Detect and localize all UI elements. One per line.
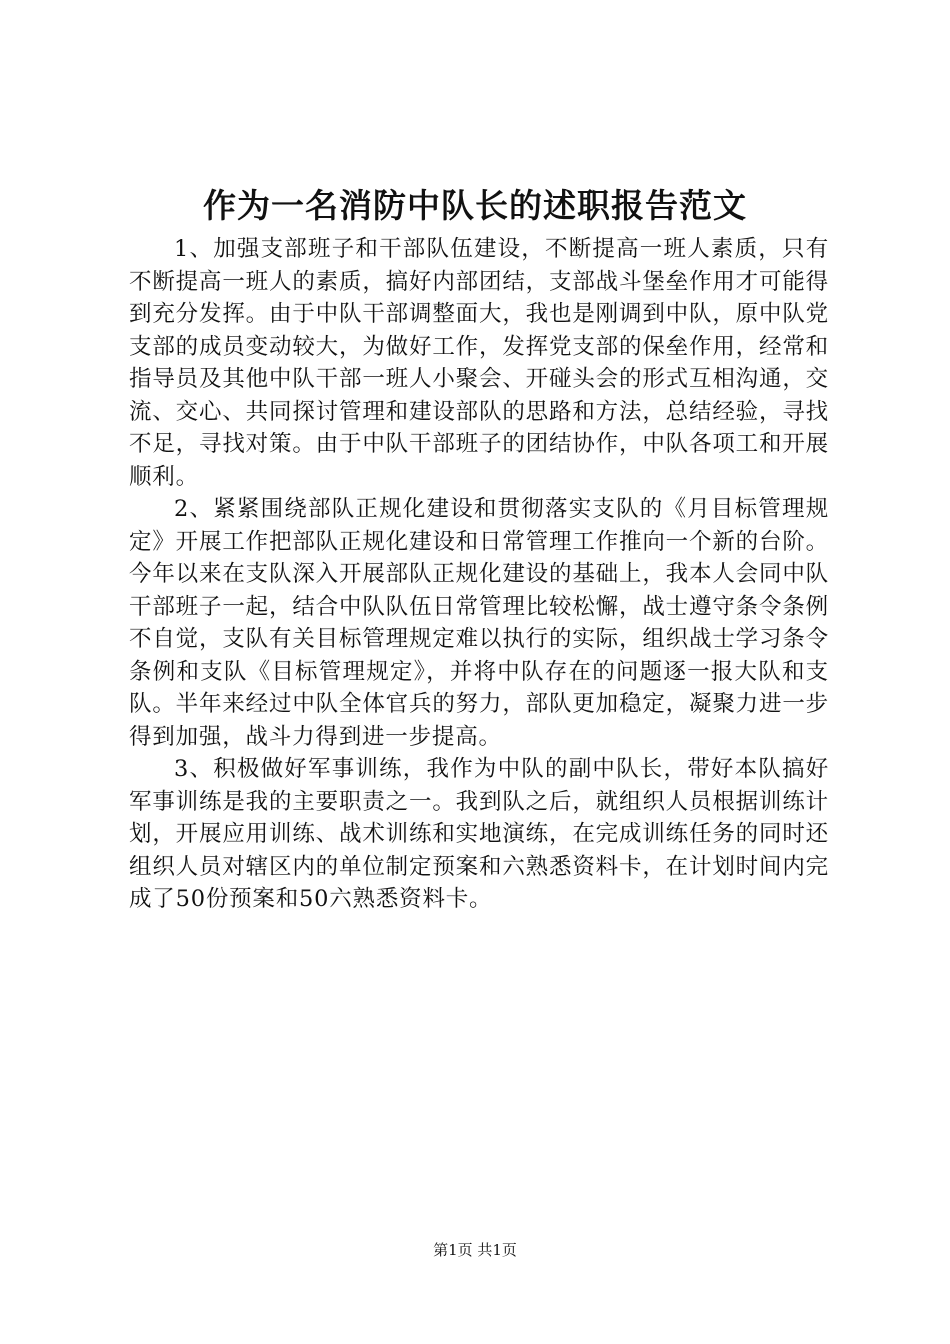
document-title: 作为一名消防中队长的述职报告范文 — [203, 186, 747, 225]
paragraph-3: 3、积极做好军事训练，我作为中队的副中队长，带好本队搞好军事训练是我的主要职责之一。我到队之后，就组织人员根据训练计划，开展应用训练、战术训练和实地演练，在完成训练任务的同时还组织人员对辖区内的单位制定预案和六熟悉资料卡，在计划时间内完成了50份预案和50六熟悉资料卡。 — [129, 756, 829, 912]
document-body — [129, 233, 829, 916]
page-footer: 第1页 共1页 — [433, 1241, 517, 1259]
paragraph-2: 2、紧紧围绕部队正规化建设和贯彻落实支队的《月目标管理规定》开展工作把部队正规化建设和日常管理工作推向一个新的台阶。今年以来在支队深入开展部队正规化建设的基础上，我本人会同中队干部班子一起，结合中队队伍日常管理比较松懈，战士遵守条令条例不自觉，支队有关目标管理规定难以执行的实际，组织战士学习条令条例和支队《目标管理规定》，并将中队存在的问题逐一报大队和支队。半年来经过中队全体官兵的努力，部队更加稳定，凝聚力进一步得到加强，战斗力得到进一步提高。 — [129, 496, 829, 750]
paragraph-1: 1、加强支部班子和干部队伍建设，不断提高一班人素质，只有不断提高一班人的素质，搞好内部团结，支部战斗堡垒作用才可能得到充分发挥。由于中队干部调整面大，我也是刚调到中队，原中队党支部的成员变动较大，为做好工作，发挥党支部的保垒作用，经常和指导员及其他中队干部一班人小聚会、开碰头会的形式互相沟通，交流、交心、共同探讨管理和建设部队的思路和方法，总结经验，寻找不足，寻找对策。由于中队干部班子的团结协作，中队各项工和开展顺利。 — [129, 236, 829, 490]
